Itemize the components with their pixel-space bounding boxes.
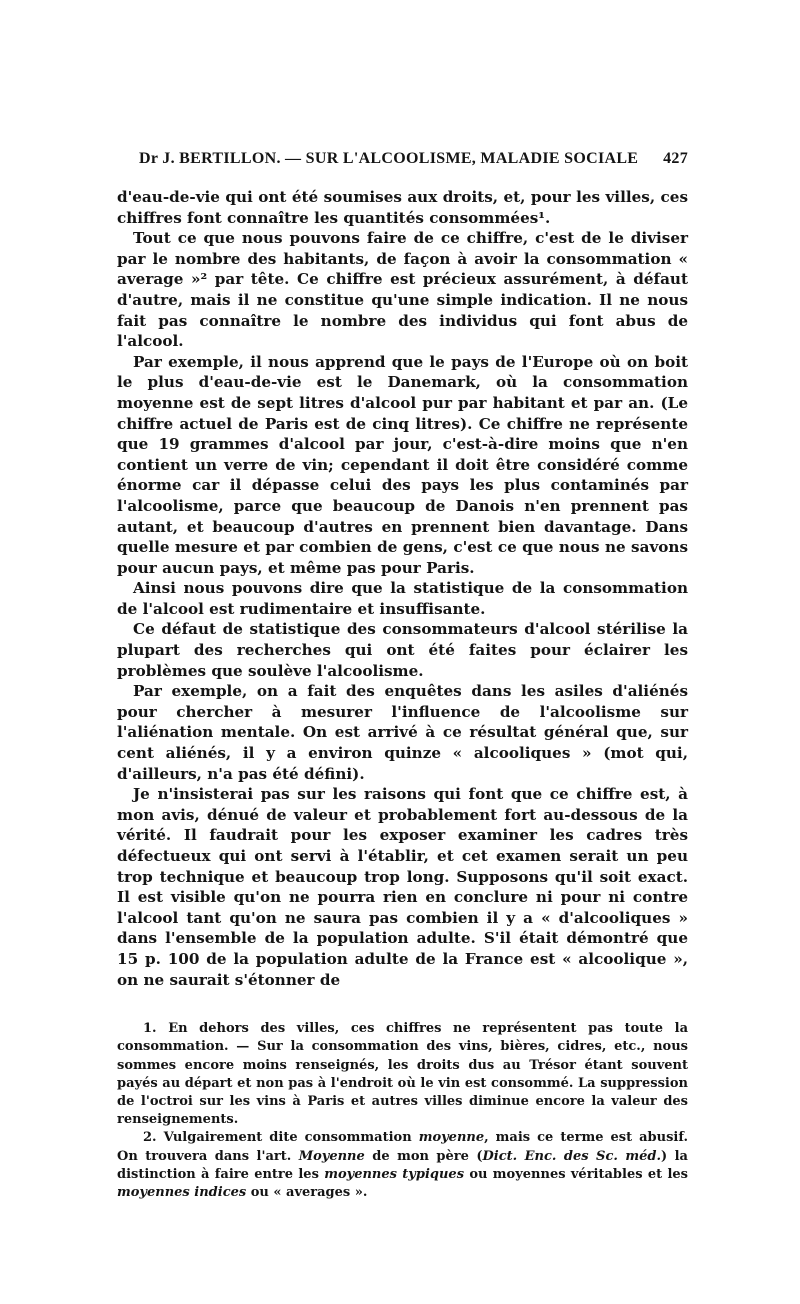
paragraph: d'eau-de-vie qui ont été soumises aux droits, et, pour les villes, ces chiffres font connaître les quantités consommées¹.	[117, 188, 688, 227]
running-title: Dr J. BERTILLON. — SUR L'ALCOOLISME, MALADIE SOCIALE	[139, 150, 639, 167]
footnote-italic: moyennes typiques	[324, 1166, 465, 1182]
footnote-italic: Dict. Enc. des Sc. méd.	[482, 1148, 661, 1164]
footnote-text: ou « averages ».	[246, 1184, 368, 1200]
paragraph: Ce défaut de statistique des consommateurs d'alcool stérilise la plupart des recherches qui ont été faites pour éclairer les problèmes que soulève l'alcoolisme.	[117, 620, 688, 680]
paragraph: Ainsi nous pouvons dire que la statistique de la consommation de l'alcool est rudimentaire et insuffisante.	[117, 579, 688, 618]
footnote-1: 1. En dehors des villes, ces chiffres ne représentent pas toute la consommation. — Sur la consommation des vins, bières, cidres, etc., nous sommes encore moins renseignés, les droits dus au Trésor étant souvent payés au départ et non pas à l'endroit où le vin est consommé. La suppression de l'octroi sur les vins à Paris et autres villes diminue encore la valeur des renseignements.	[117, 1021, 688, 1128]
footnote-text: ) la distinction à faire entre les	[117, 1148, 688, 1182]
book-page	[117, 150, 688, 1202]
page-number: 427	[663, 150, 688, 167]
footnote-2	[117, 1129, 688, 1202]
paragraph: Je n'insisterai pas sur les raisons qui font que ce chiffre est, à mon avis, dénué de valeur et probablement fort au-dessous de la vérité. Il faudrait pour les exposer examiner les cadres très défectueux qui ont servi à l'établir, et cet examen serait un peu trop technique et beaucoup trop long. Supposons qu'il soit exact. Il est visible qu'on ne pourra rien en conclure ni pour ni contre l'alcool tant qu'on ne saura pas combien il y a « d'alcooliques » dans l'ensemble de la population adulte. S'il était démontré que 15 p. 100 de la population adulte de la France est « alcoolique », on ne saurait s'étonner de	[117, 785, 688, 989]
footnotes	[117, 1020, 688, 1202]
page-header	[139, 150, 688, 174]
paragraph: Tout ce que nous pouvons faire de ce chiffre, c'est de le diviser par le nombre des habitants, de façon à avoir la consommation « average »² par tête. Ce chiffre est précieux assurément, à défaut d'autre, mais il ne constitue qu'une simple indication. Il ne nous fait pas connaître le nombre des individus qui font abus de l'alcool.	[117, 229, 688, 351]
body-text	[117, 187, 688, 990]
footnote-italic: Moyenne	[298, 1148, 365, 1164]
footnote-italic: moyenne	[418, 1130, 485, 1146]
footnote-text: 2. Vulgairement dite consommation	[143, 1130, 419, 1146]
footnote-text: ou moyennes véritables et les	[464, 1166, 688, 1182]
footnote-italic: moyennes indices	[117, 1184, 247, 1200]
paragraph: Par exemple, on a fait des enquêtes dans les asiles d'aliénés pour chercher à mesurer l'influence de l'alcoolisme sur l'aliénation mentale. On est arrivé à ce résultat général que, sur cent aliénés, il y a environ quinze « alcooliques » (mot qui, d'ailleurs, n'a pas été défini).	[117, 682, 688, 783]
footnote-text: , mais ce terme est abusif. On trouvera dans l'art.	[117, 1130, 688, 1164]
footnote-text: de mon père (	[364, 1148, 483, 1164]
paragraph: Par exemple, il nous apprend que le pays de l'Europe où on boit le plus d'eau-de-vie est le Danemark, où la consommation moyenne est de sept litres d'alcool pur par habitant et par an. (Le chiffre actuel de Paris est de cinq litres). Ce chiffre ne représente que 19 grammes d'alcool par jour, c'est-à-dire moins que n'en contient un verre de vin; cependant il doit être considéré comme énorme car il dépasse celui des pays les plus contaminés par l'alcoolisme, parce que beaucoup de Danois n'en prennent pas autant, et beaucoup d'autres en prennent bien davantage. Dans quelle mesure et par combien de gens, c'est ce que nous ne savons pour aucun pays, et même pas pour Paris.	[117, 352, 688, 577]
